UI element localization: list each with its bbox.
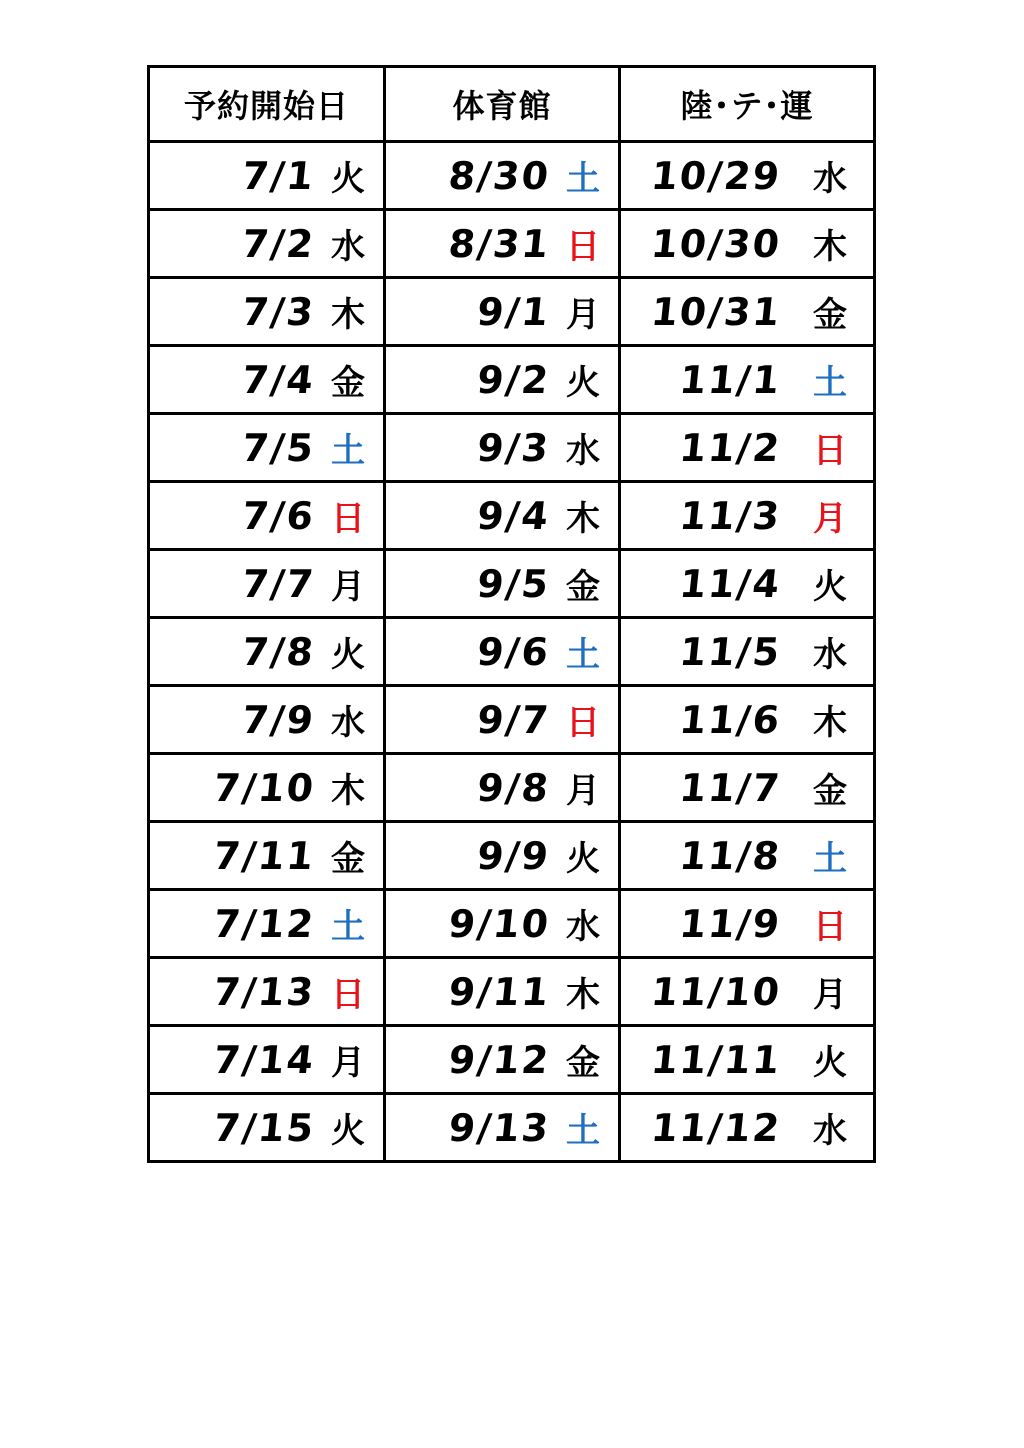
day-of-week: 月 [566,771,602,811]
table-row [149,686,875,754]
date-value: 9/10 [446,901,553,946]
cell-gymnasium [385,346,620,414]
date-value: 7/2 [239,221,318,266]
date-value: 11/2 [677,425,784,470]
day-of-week: 月 [331,567,367,607]
cell-reservation-start [149,142,385,210]
day-of-week: 日 [566,703,602,743]
date-value: 9/5 [474,561,553,606]
cell-athletics-tennis-ground [620,414,875,482]
date-value: 7/7 [239,561,318,606]
day-of-week: 土 [813,839,849,879]
header-reservation-start: 予約開始日 [149,67,385,142]
date-value: 7/10 [211,765,318,810]
day-of-week: 火 [566,363,602,403]
cell-reservation-start [149,1026,385,1094]
day-of-week: 土 [566,635,602,675]
day-of-week: 火 [331,159,367,199]
table-row [149,754,875,822]
date-value: 11/11 [649,1037,784,1082]
cell-gymnasium [385,618,620,686]
cell-athletics-tennis-ground [620,686,875,754]
day-of-week: 日 [331,499,367,539]
date-value: 9/3 [474,425,553,470]
cell-reservation-start [149,618,385,686]
date-value: 7/9 [239,697,318,742]
day-of-week: 火 [813,567,849,607]
cell-athletics-tennis-ground [620,754,875,822]
day-of-week: 月 [566,295,602,335]
date-value: 9/2 [474,357,553,402]
cell-athletics-tennis-ground [620,346,875,414]
day-of-week: 月 [813,975,849,1015]
cell-gymnasium [385,890,620,958]
table-row [149,550,875,618]
date-value: 8/30 [446,153,553,198]
date-value: 9/12 [446,1037,553,1082]
day-of-week: 金 [813,771,849,811]
cell-reservation-start [149,414,385,482]
day-of-week: 木 [331,771,367,811]
day-of-week: 金 [813,295,849,335]
day-of-week: 水 [813,159,849,199]
cell-reservation-start [149,550,385,618]
cell-gymnasium [385,550,620,618]
date-value: 11/10 [649,969,784,1014]
table-row [149,890,875,958]
date-value: 7/11 [211,833,318,878]
date-value: 9/1 [474,289,553,334]
date-value: 7/4 [239,357,318,402]
cell-reservation-start [149,1094,385,1162]
header-row [149,67,875,142]
day-of-week: 水 [331,703,367,743]
cell-athletics-tennis-ground [620,210,875,278]
cell-athletics-tennis-ground [620,482,875,550]
cell-gymnasium [385,686,620,754]
date-value: 9/6 [474,629,553,674]
day-of-week: 火 [331,1111,367,1151]
cell-gymnasium [385,958,620,1026]
day-of-week: 火 [813,1043,849,1083]
table-row [149,142,875,210]
day-of-week: 土 [566,159,602,199]
date-value: 10/30 [649,221,784,266]
day-of-week: 日 [331,975,367,1015]
cell-athletics-tennis-ground [620,822,875,890]
date-value: 9/8 [474,765,553,810]
cell-gymnasium [385,822,620,890]
header-gymnasium: 体育館 [385,67,620,142]
day-of-week: 月 [813,499,849,539]
date-value: 7/3 [239,289,318,334]
day-of-week: 土 [813,363,849,403]
date-value: 7/14 [211,1037,318,1082]
table-row [149,278,875,346]
cell-reservation-start [149,482,385,550]
date-value: 11/5 [677,629,784,674]
cell-reservation-start [149,822,385,890]
date-value: 11/6 [677,697,784,742]
day-of-week: 土 [331,431,367,471]
cell-athletics-tennis-ground [620,958,875,1026]
cell-athletics-tennis-ground [620,618,875,686]
table-row [149,346,875,414]
cell-gymnasium [385,414,620,482]
date-value: 11/3 [677,493,784,538]
day-of-week: 木 [813,703,849,743]
date-value: 9/9 [474,833,553,878]
day-of-week: 日 [566,227,602,267]
day-of-week: 木 [331,295,367,335]
date-value: 11/8 [677,833,784,878]
cell-athletics-tennis-ground [620,1026,875,1094]
day-of-week: 金 [331,839,367,879]
cell-athletics-tennis-ground [620,550,875,618]
day-of-week: 木 [566,975,602,1015]
cell-reservation-start [149,890,385,958]
day-of-week: 金 [331,363,367,403]
date-value: 7/5 [239,425,318,470]
day-of-week: 水 [566,431,602,471]
cell-reservation-start [149,210,385,278]
day-of-week: 火 [331,635,367,675]
cell-reservation-start [149,346,385,414]
day-of-week: 日 [813,431,849,471]
date-value: 7/12 [211,901,318,946]
cell-gymnasium [385,482,620,550]
date-value: 9/11 [446,969,553,1014]
day-of-week: 木 [566,499,602,539]
reservation-schedule-table [147,65,876,1163]
cell-athletics-tennis-ground [620,890,875,958]
cell-reservation-start [149,754,385,822]
date-value: 11/1 [677,357,784,402]
table-body [149,142,875,1162]
date-value: 11/9 [677,901,784,946]
day-of-week: 日 [813,907,849,947]
day-of-week: 月 [331,1043,367,1083]
table-row [149,482,875,550]
table-row [149,618,875,686]
cell-gymnasium [385,754,620,822]
day-of-week: 土 [566,1111,602,1151]
cell-athletics-tennis-ground [620,1094,875,1162]
day-of-week: 水 [813,1111,849,1151]
date-value: 10/29 [649,153,784,198]
cell-gymnasium [385,210,620,278]
date-value: 8/31 [446,221,553,266]
date-value: 11/4 [677,561,784,606]
day-of-week: 木 [813,227,849,267]
cell-gymnasium [385,142,620,210]
day-of-week: 水 [813,635,849,675]
date-value: 7/1 [239,153,318,198]
table-row [149,210,875,278]
day-of-week: 水 [566,907,602,947]
date-value: 11/7 [677,765,784,810]
date-value: 7/15 [211,1105,318,1150]
table-row [149,958,875,1026]
date-value: 7/6 [239,493,318,538]
cell-gymnasium [385,1094,620,1162]
day-of-week: 火 [566,839,602,879]
cell-gymnasium [385,278,620,346]
date-value: 7/13 [211,969,318,1014]
day-of-week: 金 [566,1043,602,1083]
date-value: 9/7 [474,697,553,742]
date-value: 10/31 [649,289,784,334]
cell-athletics-tennis-ground [620,142,875,210]
date-value: 9/13 [446,1105,553,1150]
cell-athletics-tennis-ground [620,278,875,346]
cell-reservation-start [149,686,385,754]
header-athletics-tennis-ground: 陸･テ･運 [620,67,875,142]
date-value: 9/4 [474,493,553,538]
day-of-week: 金 [566,567,602,607]
date-value: 7/8 [239,629,318,674]
cell-reservation-start [149,958,385,1026]
table-row [149,1026,875,1094]
day-of-week: 水 [331,227,367,267]
cell-gymnasium [385,1026,620,1094]
day-of-week: 土 [331,907,367,947]
table-row [149,414,875,482]
cell-reservation-start [149,278,385,346]
table-row [149,1094,875,1162]
date-value: 11/12 [649,1105,784,1150]
table-row [149,822,875,890]
